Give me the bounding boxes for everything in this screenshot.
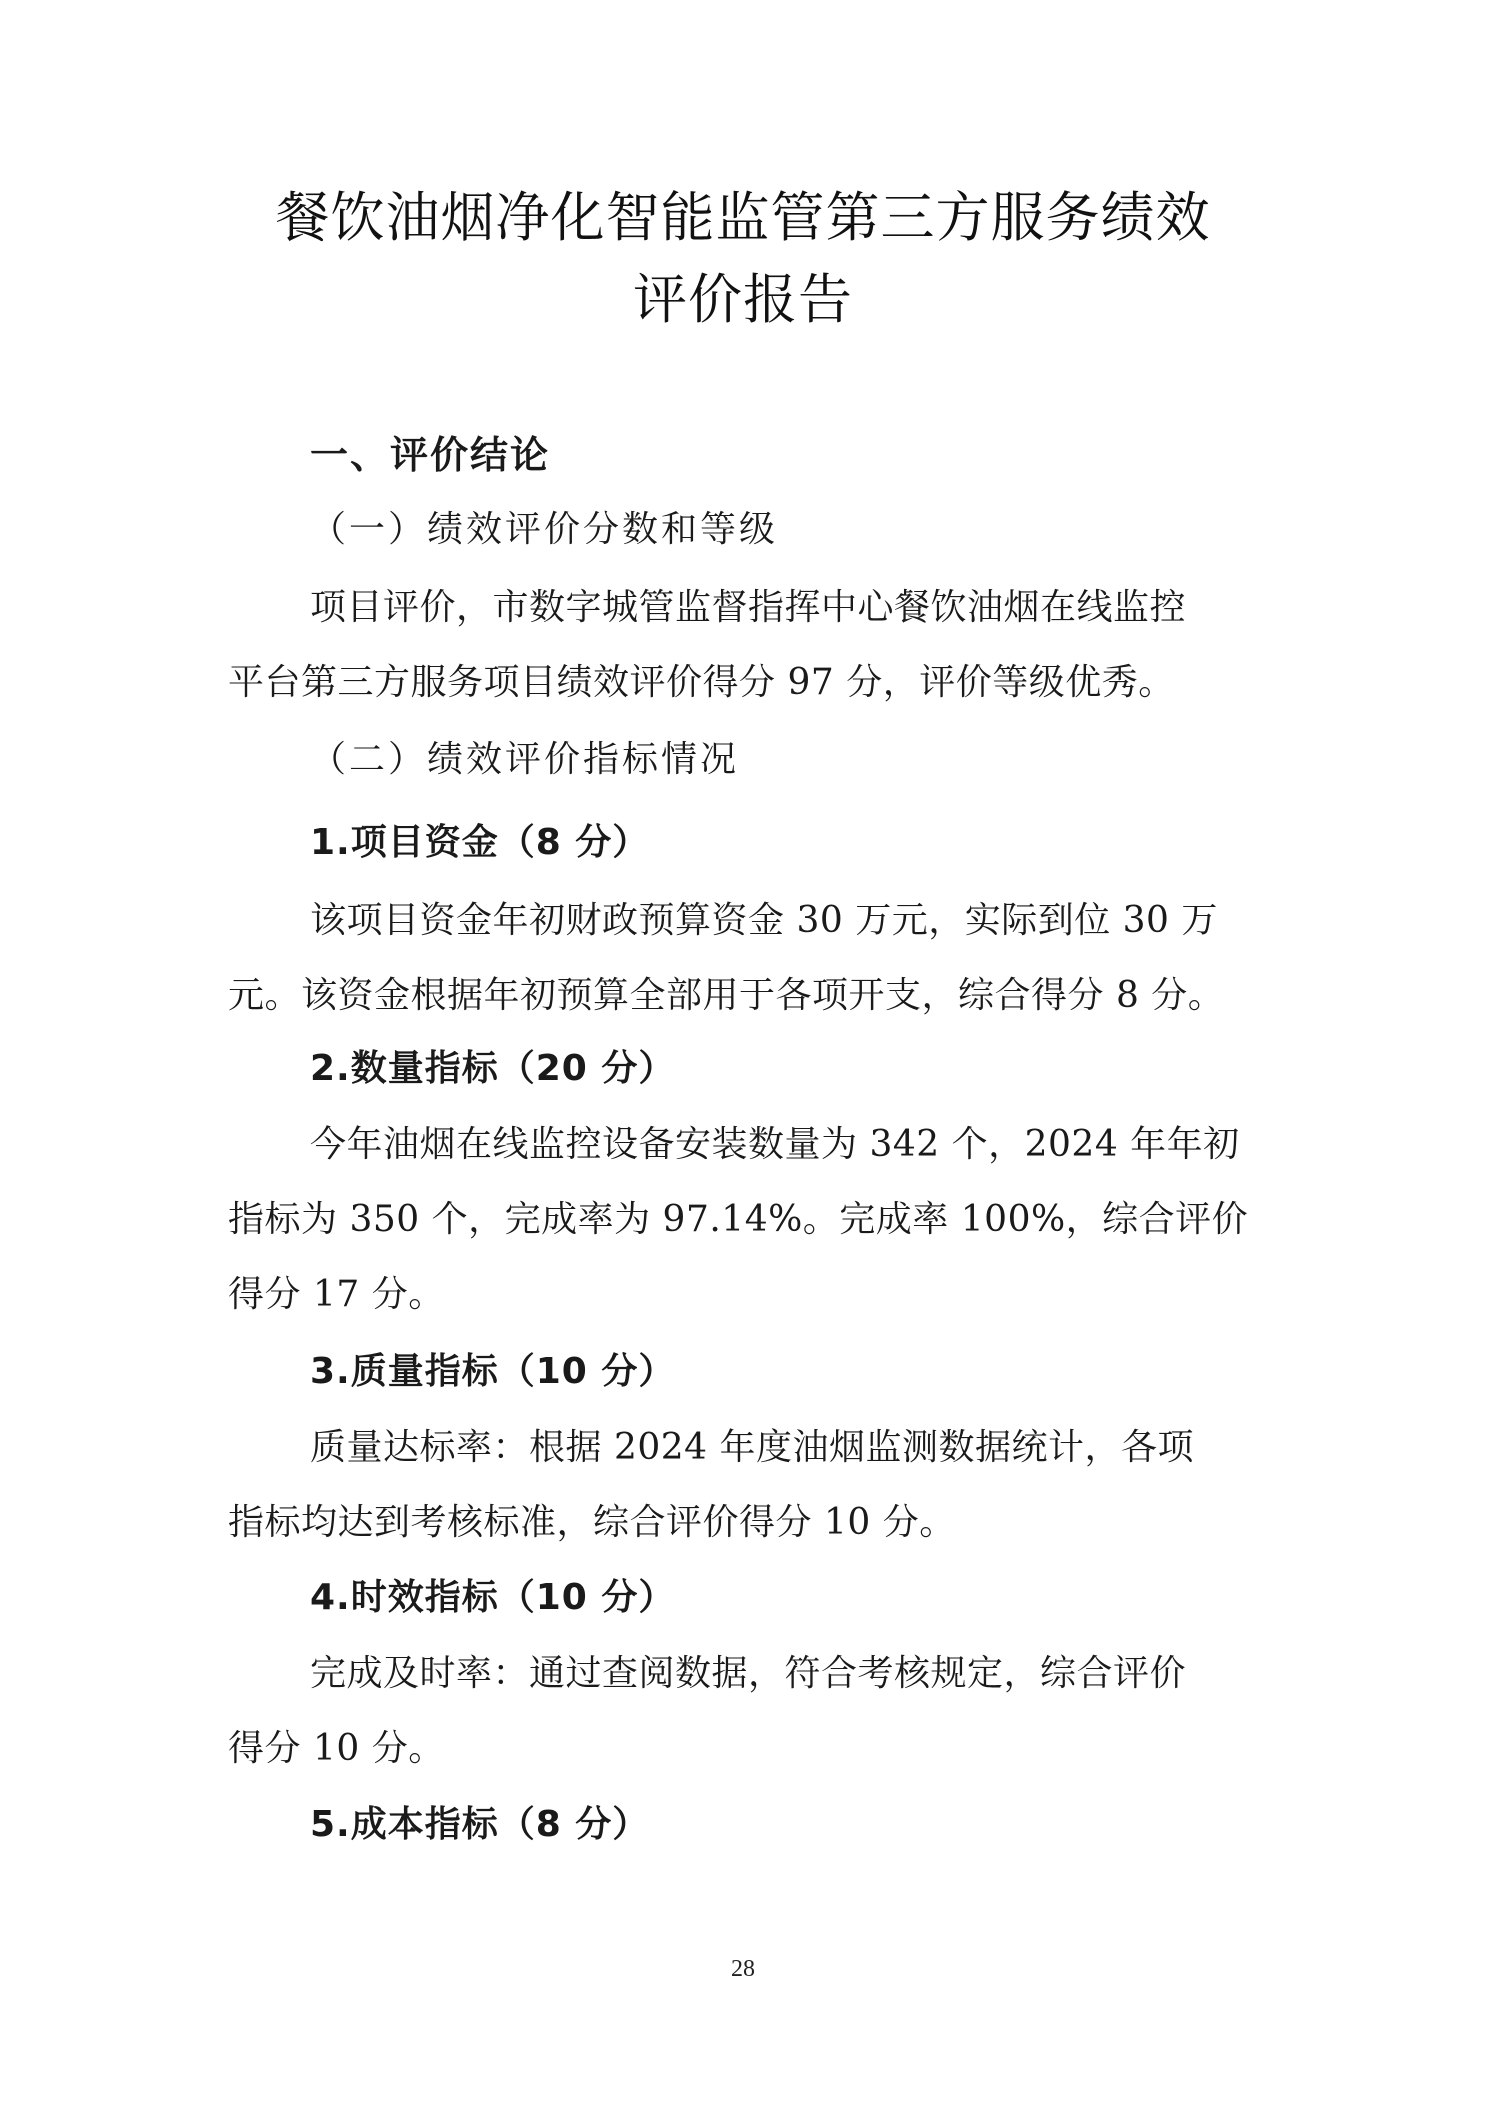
item-heading-timeliness: 4.时效指标（10 分） [310, 1577, 676, 1618]
page-number: 28 [731, 1956, 755, 1982]
paragraph-line: 指标为 350 个，完成率为 97.14%。完成率 100%，综合评价 [228, 1199, 1249, 1240]
paragraph-line: 元。该资金根据年初预算全部用于各项开支，综合得分 8 分。 [228, 975, 1225, 1016]
paragraph-line: 指标均达到考核标准，综合评价得分 10 分。 [228, 1502, 956, 1543]
paragraph-line: 今年油烟在线监控设备安装数量为 342 个，2024 年年初 [310, 1124, 1240, 1165]
subsection-heading-score-grade: （一）绩效评价分数和等级 [310, 509, 779, 550]
paragraph-line: 质量达标率：根据 2024 年度油烟监测数据统计，各项 [310, 1427, 1195, 1468]
document-title-line-2: 评价报告 [633, 268, 853, 331]
paragraph-line: 得分 17 分。 [228, 1274, 445, 1315]
paragraph-line: 该项目资金年初财政预算资金 30 万元，实际到位 30 万 [310, 900, 1218, 941]
item-heading-cost: 5.成本指标（8 分） [310, 1804, 650, 1845]
subsection-heading-indicators: （二）绩效评价指标情况 [310, 739, 740, 780]
item-heading-quality: 3.质量指标（10 分） [310, 1351, 676, 1392]
item-heading-funds: 1.项目资金（8 分） [310, 822, 650, 863]
paragraph-line: 项目评价，市数字城管监督指挥中心餐饮油烟在线监控 [310, 587, 1187, 628]
document-title-line-1: 餐饮油烟净化智能监管第三方服务绩效 [275, 186, 1211, 249]
paragraph-line: 完成及时率：通过查阅数据，符合考核规定，综合评价 [310, 1653, 1187, 1694]
paragraph-line: 得分 10 分。 [228, 1728, 445, 1769]
section-heading-conclusion: 一、评价结论 [310, 433, 551, 477]
paragraph-line: 平台第三方服务项目绩效评价得分 97 分，评价等级优秀。 [228, 662, 1175, 703]
item-heading-quantity: 2.数量指标（20 分） [310, 1048, 676, 1089]
